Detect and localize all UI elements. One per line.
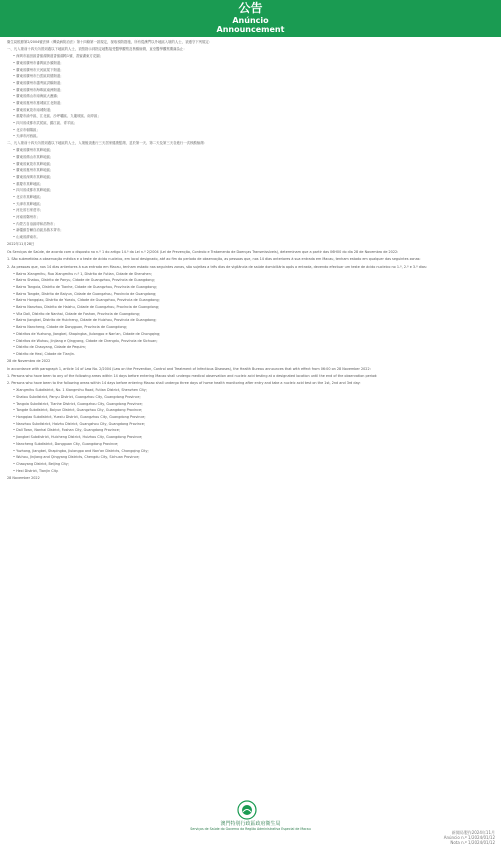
- list-item: • 廣東省廣州市天河區棠下街道；: [13, 67, 64, 72]
- list-item: • 新疆維吾爾自治區烏魯木齊市；: [13, 228, 64, 233]
- list-item: • 重慶市渝中區、江北區、沙坪壩區、九龍坡區、南岸區；: [13, 114, 101, 119]
- list-item: • 河南省鄭州市；: [13, 215, 40, 220]
- list-item: • Bairro Shatou, Distrito de Panyu, Cidade de Guangzhou, Província de Guangdong;: [13, 278, 155, 283]
- list-item: • Nancheng Subdistrict, Dongguan City, Guangdong Province;: [13, 441, 119, 446]
- list-item: • 廣東省惠州市其餘地區；: [13, 168, 54, 173]
- en-date: 28 November 2022: [7, 475, 40, 480]
- announcement-body: [7, 40, 494, 484]
- list-item: • Distritos de Wuhou, Jinjiang e Qingyang, Cidade de Chengdu, Província de Sichuan;: [13, 338, 158, 343]
- pt-intro: Os Serviços de Saúde, de acordo com o disposto no n.º 1 do artigo 14.º da Lei n.º 2/2004 (Lei de Prevenção, Controlo e Tratamento de Doenças Transmissíveis), determinam que a partir das 06H00 do dia 28 de Novembro de 2022:: [7, 250, 399, 255]
- government-emblem-icon: [237, 800, 257, 820]
- list-item: • 內蒙古自治區呼和浩特市；: [13, 221, 57, 226]
- en-intro: In accordance with paragraph 1, article 14 of Law No. 2/2004 (Law on the Prevention, Control and Treatment of Infectious Diseases), the Health Bureau announces that with effect from 06:00 on 28 November 2022:: [7, 367, 371, 372]
- list-item: • Bairro Xiangmihu, Rua Xiangmihu n.º 1, Distrito de Futian, Cidade de Shenzhen;: [13, 271, 152, 276]
- list-item: • Hongqiao Subdistrict, Yuexiu District, Guangzhou City, Guangdong Province;: [13, 415, 146, 420]
- list-item: • 北京市朝陽區；: [13, 127, 40, 132]
- en-list: [7, 388, 494, 473]
- list-item: • 廣東省深圳市其餘地區；: [13, 174, 54, 179]
- zh-intro: 衛生局根據第2/2004號法律《傳染病防治法》第十四條第一款規定，採取預防措施，所有從澳門以外地區入境的人士，須遵守下列規定：: [7, 40, 213, 44]
- list-item: • 廣東省佛山市南海區大瀝鎮；: [13, 94, 61, 99]
- list-item: • Dali Town, Nanhai District, Foshan City, Guangdong Province;: [13, 428, 120, 433]
- list-item: • 廣東省廣州市海珠區南洲街道；: [13, 87, 64, 92]
- footer-org-pt: Serviços de Saúde do Governo da Região Administrativa Especial de Macau: [190, 827, 311, 831]
- list-item: • Yuzhong, Jiangbei, Shapingba, Jiulongpo and Nan'an Districts, Chongqing City;: [13, 448, 149, 453]
- list-item: • Bairro Nancheng, Cidade de Dongguan, Província de Guangdong;: [13, 325, 127, 330]
- pt-date: 28 de Novembro de 2022: [7, 358, 51, 363]
- en-paragraph-2: 2. Persons who have been to the following areas within 14 days before entering Macao shall undergo three days of home health monitoring after entry and take a nucleic acid test on the 1st, 2nd and 3rd day:: [7, 381, 361, 386]
- list-item: • 廣東省東莞市南城街道；: [13, 107, 54, 112]
- pt-paragraph-1: 1. São submetidas a observação médica e a teste de ácido nucleico, em local designado, até ao fim do período de observação, as pessoas que, nos 14 dias anteriores à sua entrada em Macau, tenham estado em qualquer das seguintes zonas:: [7, 257, 421, 262]
- list-item: • Distritos de Yuzhong, Jiangbei, Shapingba, Jiulongpo e Nan'an, Cidade de Chongqing;: [13, 331, 161, 336]
- footer-ref-line: Anúncio n.º 1/2024/01/12: [443, 835, 495, 840]
- list-item: • Shatou Subdistrict, Panyu District, Guangzhou City, Guangdong Province;: [13, 395, 141, 400]
- list-item: • Bairro Tangxia, Distrito de Tianhe, Cidade de Guangzhou, Província de Guangdong;: [13, 285, 157, 289]
- zh-date: 2022年11月28日: [7, 242, 35, 247]
- list-item: • Chaoyang District, Beijing City;: [13, 461, 69, 466]
- list-item: • Vila Dali, Distrito de Nanhai, Cidade de Foshan, Província de Guangdong;: [13, 311, 140, 316]
- footer-reference: [405, 830, 495, 845]
- pt-paragraph-2: 2. As pessoas que, nos 14 dias anteriores à sua entrada em Macau, tenham estado nas seguintes zonas, são sujeitas a três dias de vigilância de saúde domiciliária após a entrada, devendo efectuar um teste de ácido nucleico no 1.º, 2.º e 3.º dias:: [7, 264, 427, 269]
- list-item: • Xiangmihu Subdistrict, No. 1 Xiangmihu Road, Futian District, Shenzhen City;: [13, 388, 147, 393]
- banner-title-en: Announcement: [216, 25, 285, 34]
- list-item: • 天津市其餘地區；: [13, 201, 44, 206]
- zh-list-1: [7, 54, 494, 139]
- footer-org-cn: 澳門特別行政區政府衛生局: [220, 821, 281, 827]
- list-item: • Distrito de Hexi, Cidade de Tianjin.: [13, 351, 75, 356]
- list-item: • Nanzhou Subdistrict, Haizhu District, Guangzhou City, Guangdong Province;: [13, 421, 145, 426]
- list-item: • 廣東省廣州市越秀區洪橋街道；: [13, 80, 64, 85]
- en-paragraph-1: 1. Persons who have been to any of the following areas within 14 days before entering Macao shall undergo medical observation and nucleic acid testing at a designated location until the end of the observation period:: [7, 374, 378, 379]
- list-item: • Tongde Subdistrict, Baiyun District, Guangzhou City, Guangdong Province;: [13, 408, 143, 413]
- list-item: • 廣東省廣州市其餘地區；: [13, 148, 54, 153]
- zh-list-2: [7, 148, 494, 240]
- list-item: • 四川省成都市其餘地區；: [13, 188, 54, 193]
- list-item: • 深圳市福田區香蜜湖街道香蜜湖路1號、香蜜湖東方花園；: [13, 54, 103, 59]
- list-item: • 北京市其餘地區；: [13, 195, 44, 200]
- list-item: • Bairro Tongde, Distrito de Baiyun, Cidade de Guangzhou, Província de Guangdong;: [13, 291, 157, 296]
- zh-paragraph-2: 二、凡入境前十四天內曾到過以下地區的人士，入境後須進行三天居家健康監測，並於第一天、第二天及第三天各進行一次核酸檢測：: [7, 141, 208, 146]
- list-item: • 廣東省佛山市其餘地區；: [13, 154, 54, 159]
- banner-title-cn: 公告: [238, 1, 263, 15]
- list-item: • 廣東省東莞市其餘地區；: [13, 161, 54, 166]
- list-item: • 廣東省惠州市惠城區江北街道；: [13, 101, 64, 105]
- list-item: • Distrito de Chaoyang, Cidade de Pequim;: [13, 345, 86, 350]
- list-item: • Bairro Jiangbei, Distrito de Huicheng, Cidade de Huizhou, Província de Guangdong;: [13, 318, 157, 323]
- zh-paragraph-1: 一、凡入境前十四天內曾到過以下地區的人士，須按指示到指定地點接受醫學觀察及核酸檢測，直至醫學觀察期滿為止：: [7, 47, 187, 52]
- list-item: • 山東省濟南市。: [13, 235, 40, 240]
- list-item: • 天津市河西區。: [13, 134, 40, 139]
- list-item: • Bairro Nanzhou, Distrito de Haizhu, Cidade de Guangzhou, Província de Guangdong;: [13, 305, 160, 310]
- announcement-banner: [0, 0, 501, 37]
- list-item: • Jiangbei Subdistrict, Huicheng District, Huizhou City, Guangdong Province;: [13, 435, 143, 440]
- banner-title-pt: Anúncio: [232, 16, 269, 25]
- list-item: • Hexi District, Tianjin City.: [13, 468, 59, 473]
- list-item: • Wuhou, Jinjiang and Qingyang Districts, Chengdu City, Sichuan Province;: [13, 455, 140, 460]
- footer-ref-line: 新聞局製作2024年11月: [451, 830, 495, 835]
- list-item: • Tangxia Subdistrict, Tianhe District, Guangzhou City, Guangdong Province;: [13, 401, 143, 406]
- list-item: • 河北省石家莊市；: [13, 208, 44, 213]
- pt-list: [7, 272, 494, 357]
- list-item: • 四川省成都市武侯區、錦江區、青羊區；: [13, 121, 78, 126]
- list-item: • 重慶市其餘地區；: [13, 181, 44, 186]
- footer-ref-line: Nota n.º 1/2024/01/12: [450, 840, 495, 845]
- list-item: • 廣東省廣州市番禺區沙頭街道；: [13, 60, 64, 65]
- list-item: • Bairro Hongqiao, Distrito de Yuexiu, Cidade de Guangzhou, Província de Guangdong;: [13, 298, 160, 303]
- footer-organization: [180, 821, 321, 831]
- list-item: • 廣東省廣州市白雲區同德街道；: [13, 74, 64, 79]
